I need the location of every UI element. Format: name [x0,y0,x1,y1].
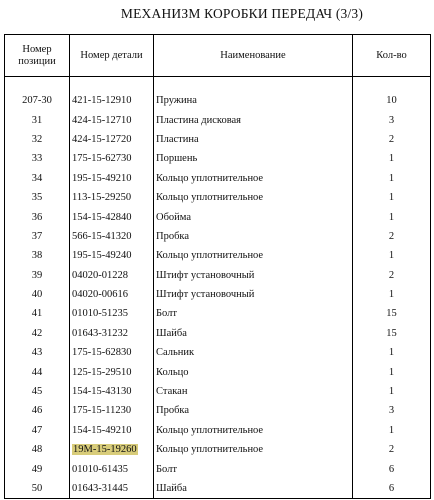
row-quantity [353,207,431,226]
row-part-number-text: 01643-31445 [72,483,128,494]
table-spacer-row [5,77,431,92]
row-name [154,207,353,226]
row-quantity [353,343,431,362]
table-row [5,110,431,129]
row-quantity-text: 1 [388,386,395,398]
row-name-text: Пробка [156,230,190,242]
table-row [5,285,431,304]
row-position [5,110,70,129]
row-quantity-text: 3 [388,114,395,126]
table-row [5,440,431,459]
row-part-number [70,227,154,246]
row-part-number [70,246,154,265]
row-position-text: 40 [31,289,43,301]
row-position [5,324,70,343]
row-quantity-text: 2 [388,133,395,145]
row-position [5,304,70,323]
row-part-number-text: 19M-15-19260 [73,444,137,456]
row-name-text: Кольцо уплотнительное [156,192,264,204]
row-position-text: 47 [31,424,43,436]
row-part-number [70,266,154,285]
row-name [154,440,353,459]
row-part-number [70,285,154,304]
row-part-number-text: 566-15-41320 [72,230,132,242]
row-quantity [353,169,431,188]
row-position-text: 41 [31,308,43,320]
row-part-number [70,110,154,129]
row-name [154,421,353,440]
row-position [5,362,70,381]
row-part-number-text: 195-15-49240 [72,250,132,262]
row-part-number [70,304,154,323]
row-position [5,149,70,168]
row-name-text: Шайба [156,483,187,494]
row-part-number [70,130,154,149]
row-part-number [70,362,154,381]
column-header-position [5,35,70,77]
row-position-text: 33 [31,153,43,165]
row-position-text: 44 [31,366,43,378]
row-quantity-text: 1 [388,424,395,436]
row-name [154,91,353,110]
column-header-position-line1: Номер [22,43,52,55]
row-name [154,382,353,401]
row-position [5,188,70,207]
table-row [5,324,431,343]
row-position [5,401,70,420]
row-position [5,382,70,401]
row-position-text: 43 [31,347,43,359]
row-part-number [70,459,154,478]
row-name [154,266,353,285]
row-quantity [353,459,431,478]
row-position-text: 48 [31,444,43,456]
row-quantity-text: 1 [388,211,395,223]
row-part-number-text: 04020-00616 [72,289,128,301]
row-quantity-text: 3 [388,405,395,417]
row-name [154,149,353,168]
column-header-name: Наименование [154,35,353,77]
row-name-text: Штифт установочный [156,269,255,281]
row-part-number [70,324,154,343]
row-position [5,246,70,265]
table-row [5,227,431,246]
row-part-number-text: 154-15-42840 [72,211,132,223]
row-quantity-text: 2 [388,230,395,242]
row-name-text: Пластина [156,133,199,145]
row-name-text: Болт [156,463,177,475]
row-name [154,401,353,420]
row-part-number [70,440,154,459]
row-position-text: 45 [31,386,43,398]
table-row [5,149,431,168]
row-quantity [353,362,431,381]
row-name [154,285,353,304]
row-name [154,130,353,149]
row-quantity [353,382,431,401]
row-name-text: Пробка [156,405,190,417]
table-row [5,246,431,265]
row-part-number-text: 01010-51235 [72,308,128,320]
row-quantity [353,91,431,110]
row-position-text: 38 [31,250,43,262]
row-part-number [70,401,154,420]
row-name [154,169,353,188]
table-row [5,130,431,149]
row-part-number-text: 424-15-12720 [72,133,132,145]
row-name-text: Кольцо уплотнительное [156,444,264,456]
row-part-number-text: 113-15-29250 [72,192,132,204]
row-quantity-text: 10 [386,95,397,107]
row-quantity-text: 2 [388,444,395,456]
table-row [5,343,431,362]
row-quantity [353,304,431,323]
row-quantity [353,324,431,343]
row-position-text: 46 [31,405,43,417]
row-part-number-text: 175-15-62730 [72,153,132,165]
row-quantity [353,266,431,285]
table-row [5,382,431,401]
row-name-text: Пластина дисковая [156,114,242,126]
table-row [5,169,431,188]
row-position [5,459,70,478]
row-part-number [70,421,154,440]
row-position-text: 207-30 [22,95,52,107]
row-quantity-text: 1 [388,347,395,359]
row-quantity [353,149,431,168]
table-row [5,188,431,207]
row-name [154,479,353,499]
row-position [5,91,70,110]
row-name [154,324,353,343]
row-quantity [353,479,431,499]
row-part-number [70,169,154,188]
table-header-row [5,35,431,77]
row-quantity [353,110,431,129]
row-quantity-text: 1 [388,250,395,262]
table-row [5,304,431,323]
row-position [5,266,70,285]
row-quantity-text: 15 [386,308,397,320]
row-quantity [353,440,431,459]
row-position [5,421,70,440]
row-position-text: 35 [31,192,43,204]
row-name-text: Шайба [156,327,187,339]
row-quantity-text: 1 [388,366,395,378]
row-part-number-text: 421-15-12910 [72,95,132,107]
row-name [154,343,353,362]
row-part-number [70,188,154,207]
column-header-part-number: Номер детали [70,35,154,77]
row-name-text: Кольцо уплотнительное [156,172,264,184]
table-row [5,479,431,499]
row-name [154,227,353,246]
row-position-text: 50 [31,483,43,494]
row-part-number [70,149,154,168]
row-part-number-text: 125-15-29510 [72,366,132,378]
row-quantity-text: 15 [386,327,397,339]
row-part-number-text: 04020-01228 [72,269,128,281]
row-quantity [353,246,431,265]
row-name [154,110,353,129]
row-position-text: 32 [31,133,43,145]
row-position-text: 49 [31,463,43,475]
row-position-text: 42 [31,327,43,339]
row-position-text: 39 [31,269,43,281]
row-name-text: Болт [156,308,177,320]
column-header-position-line2: позиции [18,55,56,67]
row-quantity-text: 6 [388,483,395,494]
row-quantity [353,130,431,149]
row-quantity-text: 1 [388,192,395,204]
table-row [5,207,431,226]
table-row [5,401,431,420]
row-quantity-text: 2 [388,269,395,281]
row-name-text: Кольцо [156,366,189,378]
row-quantity-text: 1 [388,172,395,184]
page-title: МЕХАНИЗМ КОРОБКИ ПЕРЕДАЧ (3/3) [120,6,364,21]
row-part-number-text: 01010-61435 [72,463,128,475]
row-quantity-text: 1 [388,153,395,165]
row-part-number [70,91,154,110]
row-name [154,188,353,207]
row-quantity [353,285,431,304]
row-position-text: 31 [31,114,43,126]
row-position-text: 37 [31,230,43,242]
row-part-number-text: 154-15-49210 [72,424,132,436]
column-header-quantity: Кол-во [353,35,431,77]
row-position [5,440,70,459]
row-part-number-text: 175-15-62830 [72,347,132,359]
row-name [154,459,353,478]
row-part-number-text: 154-15-43130 [72,386,132,398]
row-quantity [353,188,431,207]
row-quantity [353,227,431,246]
row-name-text: Поршень [156,153,198,165]
row-position-text: 34 [31,172,43,184]
row-quantity-text: 6 [388,463,395,475]
row-position-text: 36 [31,211,43,223]
row-name-text: Штифт установочный [156,289,255,301]
row-part-number [70,343,154,362]
row-position [5,227,70,246]
parts-table [4,34,431,499]
row-part-number-text: 195-15-49210 [72,172,132,184]
row-name-text: Пружина [156,95,197,107]
row-part-number [70,479,154,499]
row-name [154,304,353,323]
row-name [154,362,353,381]
row-quantity [353,401,431,420]
row-name-text: Обойма [156,211,192,223]
row-quantity-text: 1 [388,289,395,301]
table-row [5,362,431,381]
row-part-number-text: 175-15-11230 [72,405,132,417]
row-name-text: Кольцо уплотнительное [156,424,264,436]
row-part-number [70,207,154,226]
row-position [5,207,70,226]
row-name-text: Стакан [156,386,188,398]
row-name [154,246,353,265]
row-part-number-text: 424-15-12710 [72,114,132,126]
row-position [5,130,70,149]
table-row [5,91,431,110]
row-part-number-text: 01643-31232 [72,327,128,339]
row-position [5,343,70,362]
row-position [5,285,70,304]
row-position [5,169,70,188]
row-name-text: Сальник [156,347,195,359]
table-row [5,421,431,440]
table-row [5,459,431,478]
table-row [5,266,431,285]
row-quantity [353,421,431,440]
row-part-number [70,382,154,401]
row-position [5,479,70,499]
row-name-text: Кольцо уплотнительное [156,250,264,262]
